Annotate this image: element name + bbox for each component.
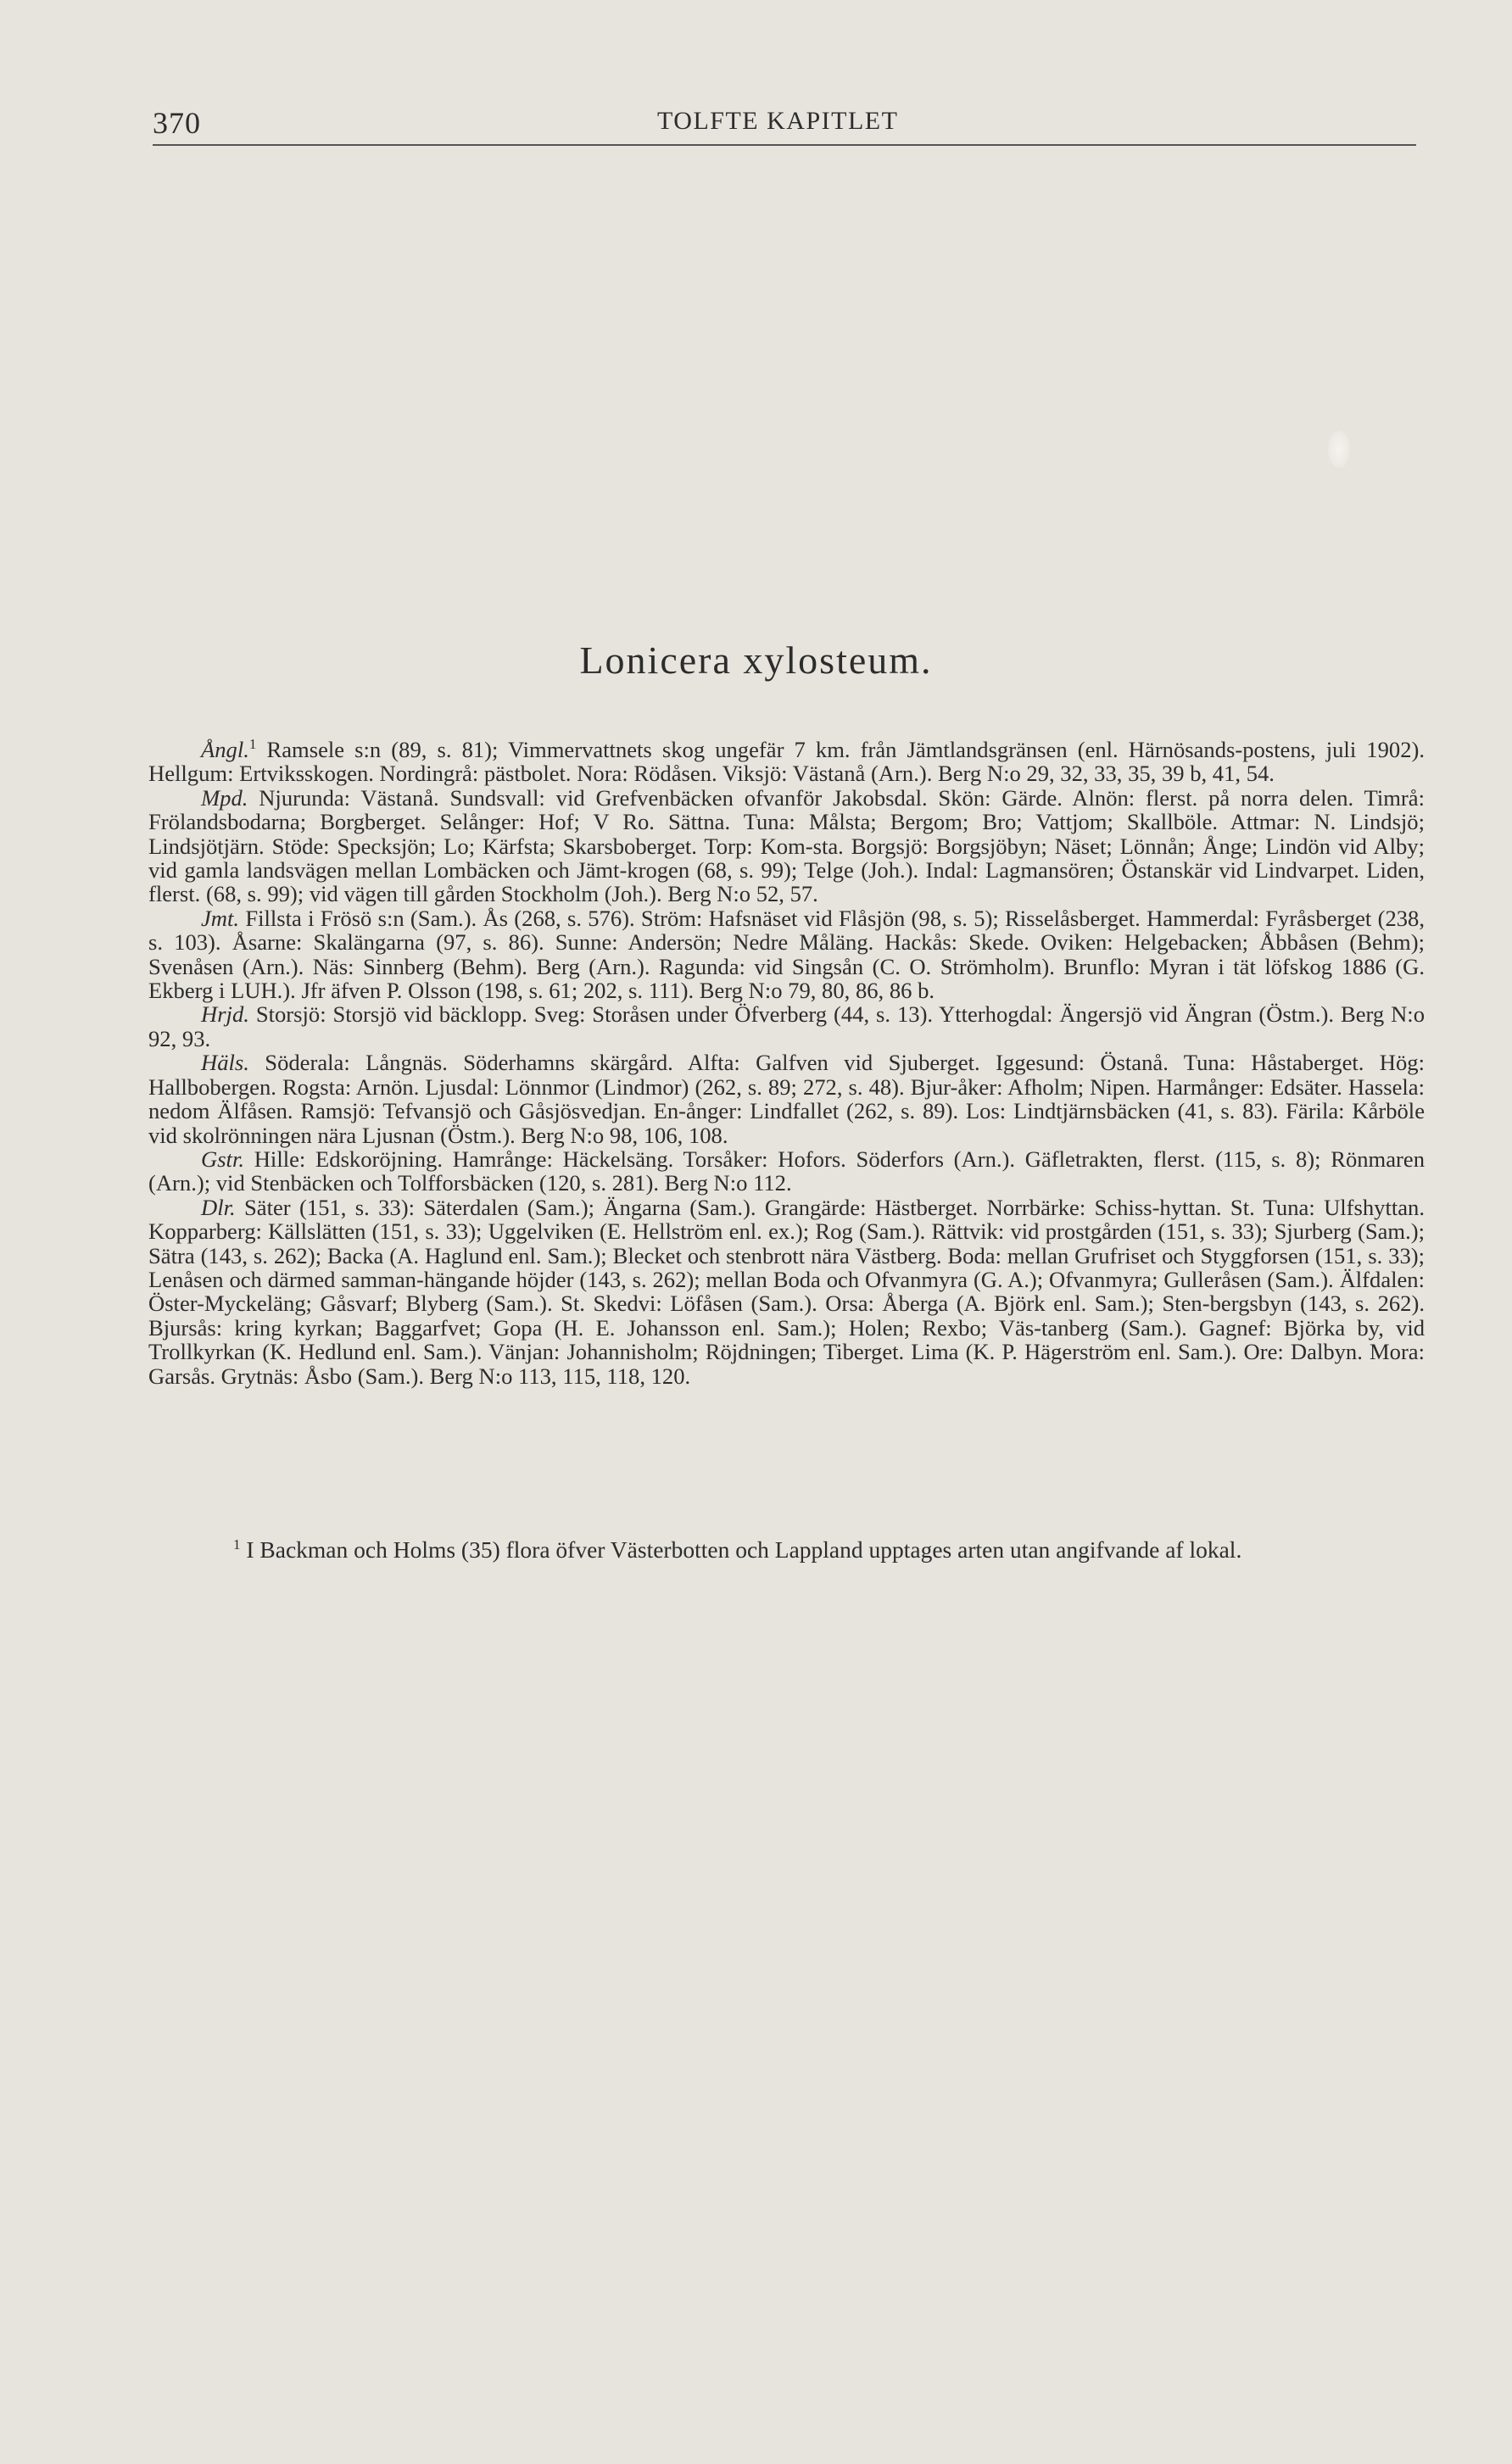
region-name: Häls. — [201, 1050, 249, 1076]
footnote-marker: 1 — [233, 1536, 241, 1553]
paper-stain — [1328, 431, 1350, 468]
region-paragraph — [148, 1002, 1425, 1051]
region-localities: Storsjö: Storsjö vid bäcklopp. Sveg: Storåsen under Öfverberg (44, s. 13). Ytterhogdal: Ängersjö vid Ängran (Östm.). Berg N:o 92, 93. — [148, 1001, 1425, 1051]
footnote-marker: 1 — [248, 736, 257, 753]
locality-list — [148, 738, 1425, 1388]
region-paragraph — [148, 1196, 1425, 1388]
region-paragraph — [148, 738, 1425, 786]
region-localities: Hille: Edskoröjning. Hamrånge: Häckelsäng. Torsåker: Hofors. Söderfors (Arn.). Gäfletrakten, flerst. (115, s. 8); Rönmaren (Arn.); vid Stenbäcken och Tolfforsbäcken (120, s. 281). Berg N:o 112. — [148, 1146, 1425, 1196]
region-name: Gstr. — [201, 1146, 244, 1172]
running-head: TOLFTE KAPITLET — [657, 107, 899, 135]
page-header — [153, 100, 1416, 146]
region-name: Dlr. — [201, 1194, 236, 1220]
footnote-text: I Backman och Holms (35) flora öfver Västerbotten och Lappland upptages arten utan angifvande af lokal. — [240, 1536, 1242, 1563]
region-paragraph — [148, 1147, 1425, 1196]
footnote — [148, 1536, 1425, 1563]
region-localities: Ramsele s:n (89, s. 81); Vimmervattnets skog ungefär 7 km. från Jämtlandsgränsen (enl. Härnösands-postens, juli 1902). Hellgum: Ertviksskogen. Nordingrå: pästbolet. Nora: Rödåsen. Viksjö: Västanå (Arn.). Berg N:o 29, 32, 33, 35, 39 b, 41, 54. — [148, 737, 1425, 787]
region-localities: Söderala: Långnäs. Söderhamns skärgård. Alfta: Galfven vid Sjuberget. Iggesund: Östanå. Tuna: Håstaberget. Hög: Hallbobergen. Rogsta: Arnön. Ljusdal: Lönnmor (Lindmor) (262, s. 89; 272, s. 48). Bjur-åker: Afholm; Nipen. Harmånger: Edsäter. Hassela: nedom Älfåsen. Ramsjö: Tefvansjö och Gåsjösvedjan. En-ånger: Lindfallet (262, s. 89). Los: Lindtjärnsbäcken (41, s. 83). Färila: Kårböle vid skolrönningen nära Ljusnan (Östm.). Berg N:o 98, 106, 108. — [148, 1050, 1425, 1148]
region-name: Jmt. — [201, 905, 240, 931]
region-localities: Säter (151, s. 33): Säterdalen (Sam.); Ängarna (Sam.). Grangärde: Hästberget. Norrbärke: Schiss-hyttan. St. Tuna: Ulfshyttan. Kopparberg: Källslätten (151, s. 33); Uggelviken (E. Hellström enl. ex.); Rog (Sam.). Rättvik: vid prostgården (151, s. 33); Sjurberg (Sam.); Sätra (143, s. 262); Backa (A. Haglund enl. Sam.); Blecket och stenbrott nära Västberg. Boda: mellan Grufriset och Styggforsen (151, s. 33); Lenåsen och därmed samman-hängande höjder (143, s. 262); mellan Boda och Ofvanmyra (G. A.); Ofvanmyra; Gulleråsen (Sam.). Älfdalen: Öster-Myckeläng; Gåsvarf; Blyberg (Sam.). St. Skedvi: Löfåsen (Sam.). Orsa: Åberga (A. Björk enl. Sam.); Sten-bergsbyn (143, s. 262). Bjursås: kring kyrkan; Baggarfvet; Gopa (H. E. Johansson enl. Sam.); Holen; Rexbo; Väs-tanberg (Sam.). Gagnef: Björka by, vid Trollkyrkan (K. Hedlund enl. Sam.). Vänjan: Johannisholm; Röjdningen; Tiberget. Lima (K. P. Hägerström enl. Sam.). Ore: Dalbyn. Mora: Garsås. Grytnäs: Åsbo (Sam.). Berg N:o 113, 115, 118, 120. — [148, 1194, 1425, 1389]
species-title: Lonicera xylosteum. — [579, 638, 933, 682]
region-paragraph — [148, 1051, 1425, 1147]
page-number: 370 — [153, 106, 201, 140]
region-localities: Njurunda: Västanå. Sundsvall: vid Grefvenbäcken ofvanför Jakobsdal. Skön: Gärde. Alnön: flerst. på norra delen. Timrå: Frölandsbodarna; Borgberget. Selånger: Hof; V Ro. Sättna. Tuna: Målsta; Bergom; Bro; Vattjom; Skallböle. Attmar: N. Lindsjö; Lindsjötjärn. Stöde: Specksjön; Lo; Kärfsta; Skarsboberget. Torp: Kom-sta. Borgsjö: Borgsjöbyn; Näset; Lönnån; Ånge; Lindön vid Alby; vid gamla landsvägen mellan Lombäcken och Jämt-krogen (68, s. 99); Telge (Joh.). Indal: Lagmansören; Östanskär vid Lindvarpet. Liden, flerst. (68, s. 99); vid vägen till gården Stockholm (Joh.). Berg N:o 52, 57. — [148, 784, 1425, 907]
region-localities: Fillsta i Frösö s:n (Sam.). Ås (268, s. 576). Ström: Hafsnäset vid Flåsjön (98, s. 5); Risselåsberget. Hammerdal: Fyråsberget (238, s. 103). Åsarne: Skalängarna (97, s. 86). Sunne: Andersön; Nedre Måläng. Hackås: Skede. Oviken: Helgebacken; Åbbåsen (Behm); Svenåsen (Arn.). Näs: Sinnberg (Behm). Berg (Arn.). Ragunda: vid Singsån (C. O. Strömholm). Brunflo: Myran i tät löfskog 1886 (G. Ekberg i LUH.). Jfr äfven P. Olsson (198, s. 61; 202, s. 111). Berg N:o 79, 80, 86, 86 b. — [148, 905, 1425, 1004]
region-paragraph — [148, 786, 1425, 906]
region-name: Hrjd. — [201, 1001, 249, 1028]
region-name: Ångl. — [201, 737, 249, 762]
region-name: Mpd. — [201, 784, 248, 811]
region-paragraph — [148, 906, 1425, 1003]
